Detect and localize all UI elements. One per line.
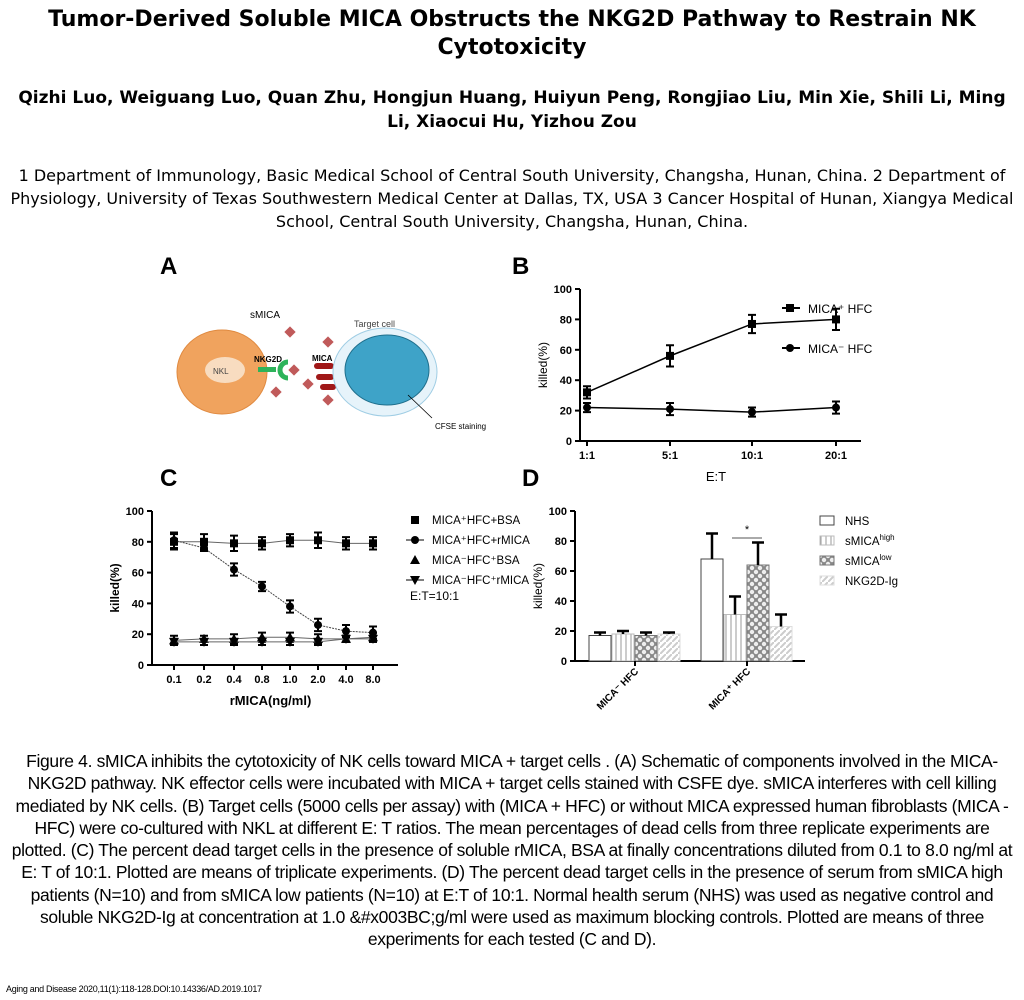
- c-data-point: [170, 536, 178, 544]
- c-y-axis-label: killed(%): [108, 563, 122, 613]
- d-error-bar: [729, 597, 741, 615]
- author-list: Qizhi Luo, Weiguang Luo, Quan Zhu, Hongjun Huang, Huiyun Peng, Rongjiao Liu, Min Xie, Shili Li, Ming Li, Xiaocui Hu, Yizhou Zou: [18, 88, 1006, 132]
- c-y-tick-label: 60: [131, 567, 144, 580]
- d-legend-swatch: [820, 576, 834, 585]
- c-data-point: [230, 539, 238, 547]
- d-y-tick-label: 80: [554, 536, 567, 548]
- panel-label-a: A: [160, 253, 178, 280]
- d-bar: [724, 615, 746, 662]
- c-x-tick-label: 1.0: [282, 674, 298, 686]
- c-x-tick-label: 0.2: [196, 674, 212, 686]
- b-data-point: [832, 404, 840, 412]
- b-data-point: [583, 404, 591, 412]
- b-data-point: [666, 352, 674, 360]
- b-x-axis-label: E:T: [705, 469, 727, 484]
- d-bar: [589, 636, 611, 662]
- b-series-line: [587, 319, 836, 392]
- b-y-tick-label: 0: [565, 436, 572, 448]
- c-x-tick-label: 0.8: [254, 674, 270, 686]
- cfse-label: CFSE staining: [435, 422, 487, 431]
- d-bar: [635, 636, 657, 662]
- b-legend-marker: [786, 304, 794, 312]
- b-y-tick-label: 40: [559, 375, 572, 388]
- d-y-tick-label: 20: [554, 626, 567, 638]
- b-data-point: [748, 408, 756, 416]
- b-legend-label: MICA⁺ HFC: [808, 302, 873, 316]
- c-data-point: [286, 602, 294, 610]
- d-error-bar: [775, 615, 787, 627]
- d-bar: [747, 565, 769, 661]
- citation-footer: Aging and Disease 2020,11(1):118-128.DOI:10.14336/AD.2019.1017: [6, 984, 262, 994]
- panel-label-c: C: [160, 465, 178, 492]
- c-x-tick-label: 0.4: [226, 674, 242, 686]
- smica-label: sMICA: [250, 310, 280, 321]
- b-data-point: [748, 320, 756, 328]
- c-y-tick-label: 80: [131, 536, 144, 549]
- affiliations: 1 Department of Immunology, Basic Medical School of Central South University, Changsha, Hunan, China. 2 Department of Physiology, University of Texas Southwestern Medical Center at Dallas, TX, USA 3 Cancer Hospital of Hunan, Xiangya Medical School, Central South University, Changsha, Hunan, China.: [10, 166, 1014, 231]
- c-y-tick-label: 100: [125, 506, 144, 518]
- b-x-tick-label: 20:1: [824, 450, 848, 462]
- c-legend-marker: [410, 555, 420, 564]
- d-legend-swatch: [820, 556, 834, 565]
- d-bar: [658, 634, 680, 661]
- d-x-tick-label: MICA⁺ HFC: [707, 666, 754, 713]
- b-y-axis-label: killed(%): [536, 341, 550, 389]
- d-legend-label: sMICA$^{low}$: [845, 553, 892, 568]
- b-series-line: [587, 408, 836, 413]
- d-y-tick-label: 60: [554, 566, 567, 578]
- d-legend-label: NHS: [845, 516, 870, 528]
- c-y-tick-label: 20: [131, 629, 144, 642]
- b-x-tick-label: 1:1: [579, 450, 595, 462]
- b-y-tick-label: 100: [553, 284, 572, 296]
- b-data-point: [832, 315, 840, 323]
- c-data-point: [369, 539, 377, 547]
- b-legend-label: MICA⁻ HFC: [808, 342, 873, 356]
- c-x-tick-label: 8.0: [365, 674, 381, 686]
- d-legend-swatch: [820, 536, 834, 545]
- nkg2d-label: NKG2D: [254, 355, 283, 364]
- c-x-tick-label: 0.1: [166, 674, 182, 686]
- figure-caption: Figure 4. sMICA inhibits the cytotoxicity of NK cells toward MICA + target cells . (A) Schematic of components involved in the MICA-NKG2D pathway. NK effector cells were incubated with MICA + target cells stained with CSFE dye. sMICA interferes with cell killing mediated by NK cells. (B) Target cells (5000 cells per assay) with (MICA + HFC) or without MICA expressed human fibroblasts (MICA - HFC) were co-cultured with NKL at different E: T ratios. The mean percentages of dead cells from three replicate experiments are plotted. (C) The percent dead target cells in the presence of soluble rMICA, BSA at finally concentrations diluted from 0.1 to 8.0 ng/ml at E: T of 10:1. Plotted are means of triplicate experiments. (D) The percent dead target cells in the presence of serum from sMICA high patients (N=10) and from sMICA low patients (N=10) at E:T of 10:1. Normal health serum (NHS) was used as negative control and soluble NKG2D-Ig at concentration at 1.0 &#x003BC;g/ml were used as maximum blocking controls. Plotted are means of three experiments for each tested (C and D).: [11, 751, 1013, 950]
- c-data-point: [314, 536, 322, 544]
- b-y-tick-label: 60: [559, 344, 572, 357]
- d-legend-swatch: [820, 516, 834, 525]
- d-significance-mark: *: [744, 524, 750, 536]
- d-y-tick-label: 0: [560, 656, 567, 668]
- b-y-tick-label: 20: [559, 405, 572, 418]
- nkl-label: NKL: [213, 367, 229, 376]
- d-y-tick-label: 100: [548, 506, 567, 518]
- panel-label-d: D: [522, 465, 540, 492]
- d-error-bar: [706, 534, 718, 560]
- c-y-tick-label: 0: [137, 660, 144, 672]
- d-bar: [612, 634, 634, 661]
- paper-title: Tumor-Derived Soluble MICA Obstructs the NKG2D Pathway to Restrain NK Cytotoxicity: [48, 7, 976, 60]
- c-legend-marker: [411, 536, 419, 544]
- d-bar: [701, 559, 723, 661]
- target-cell-label: Target cell: [354, 319, 396, 329]
- c-data-point: [258, 582, 266, 590]
- c-legend-marker: [411, 516, 419, 524]
- c-legend-label: MICA⁺HFC+rMICA: [432, 535, 530, 547]
- mica-label: MICA: [312, 354, 333, 363]
- c-data-point: [230, 566, 238, 574]
- c-x-axis-label: rMICA(ng/ml): [229, 693, 312, 708]
- c-x-tick-label: 4.0: [338, 674, 354, 686]
- d-error-bar: [752, 543, 764, 566]
- d-y-axis-label: killed(%): [531, 562, 545, 610]
- c-annotation: E:T=10:1: [410, 589, 460, 603]
- c-x-tick-label: 2.0: [310, 674, 326, 686]
- c-data-point: [286, 536, 294, 544]
- b-x-tick-label: 5:1: [662, 450, 678, 462]
- d-y-tick-label: 40: [554, 596, 567, 608]
- panel-label-b: B: [512, 253, 530, 280]
- c-legend-label: MICA⁺HFC+BSA: [432, 515, 521, 527]
- c-data-point: [200, 544, 208, 552]
- c-series-line: [174, 540, 373, 632]
- c-data-point: [342, 539, 350, 547]
- c-data-point: [314, 621, 322, 629]
- d-legend-label: sMICA$^{high}$: [845, 533, 895, 548]
- c-data-point: [258, 539, 266, 547]
- b-data-point: [583, 388, 591, 396]
- d-x-tick-label: MICA⁻ HFC: [595, 666, 642, 713]
- c-y-tick-label: 40: [131, 598, 144, 611]
- d-bar: [770, 627, 792, 662]
- c-legend-label: MICA⁻HFC⁺BSA: [432, 555, 520, 567]
- b-y-tick-label: 80: [559, 314, 572, 327]
- d-legend-label: NKG2D-Ig: [845, 576, 899, 588]
- b-data-point: [666, 405, 674, 413]
- b-x-tick-label: 10:1: [740, 450, 764, 462]
- c-legend-label: MICA⁻HFC⁺rMICA: [432, 575, 530, 587]
- b-legend-marker: [786, 344, 794, 352]
